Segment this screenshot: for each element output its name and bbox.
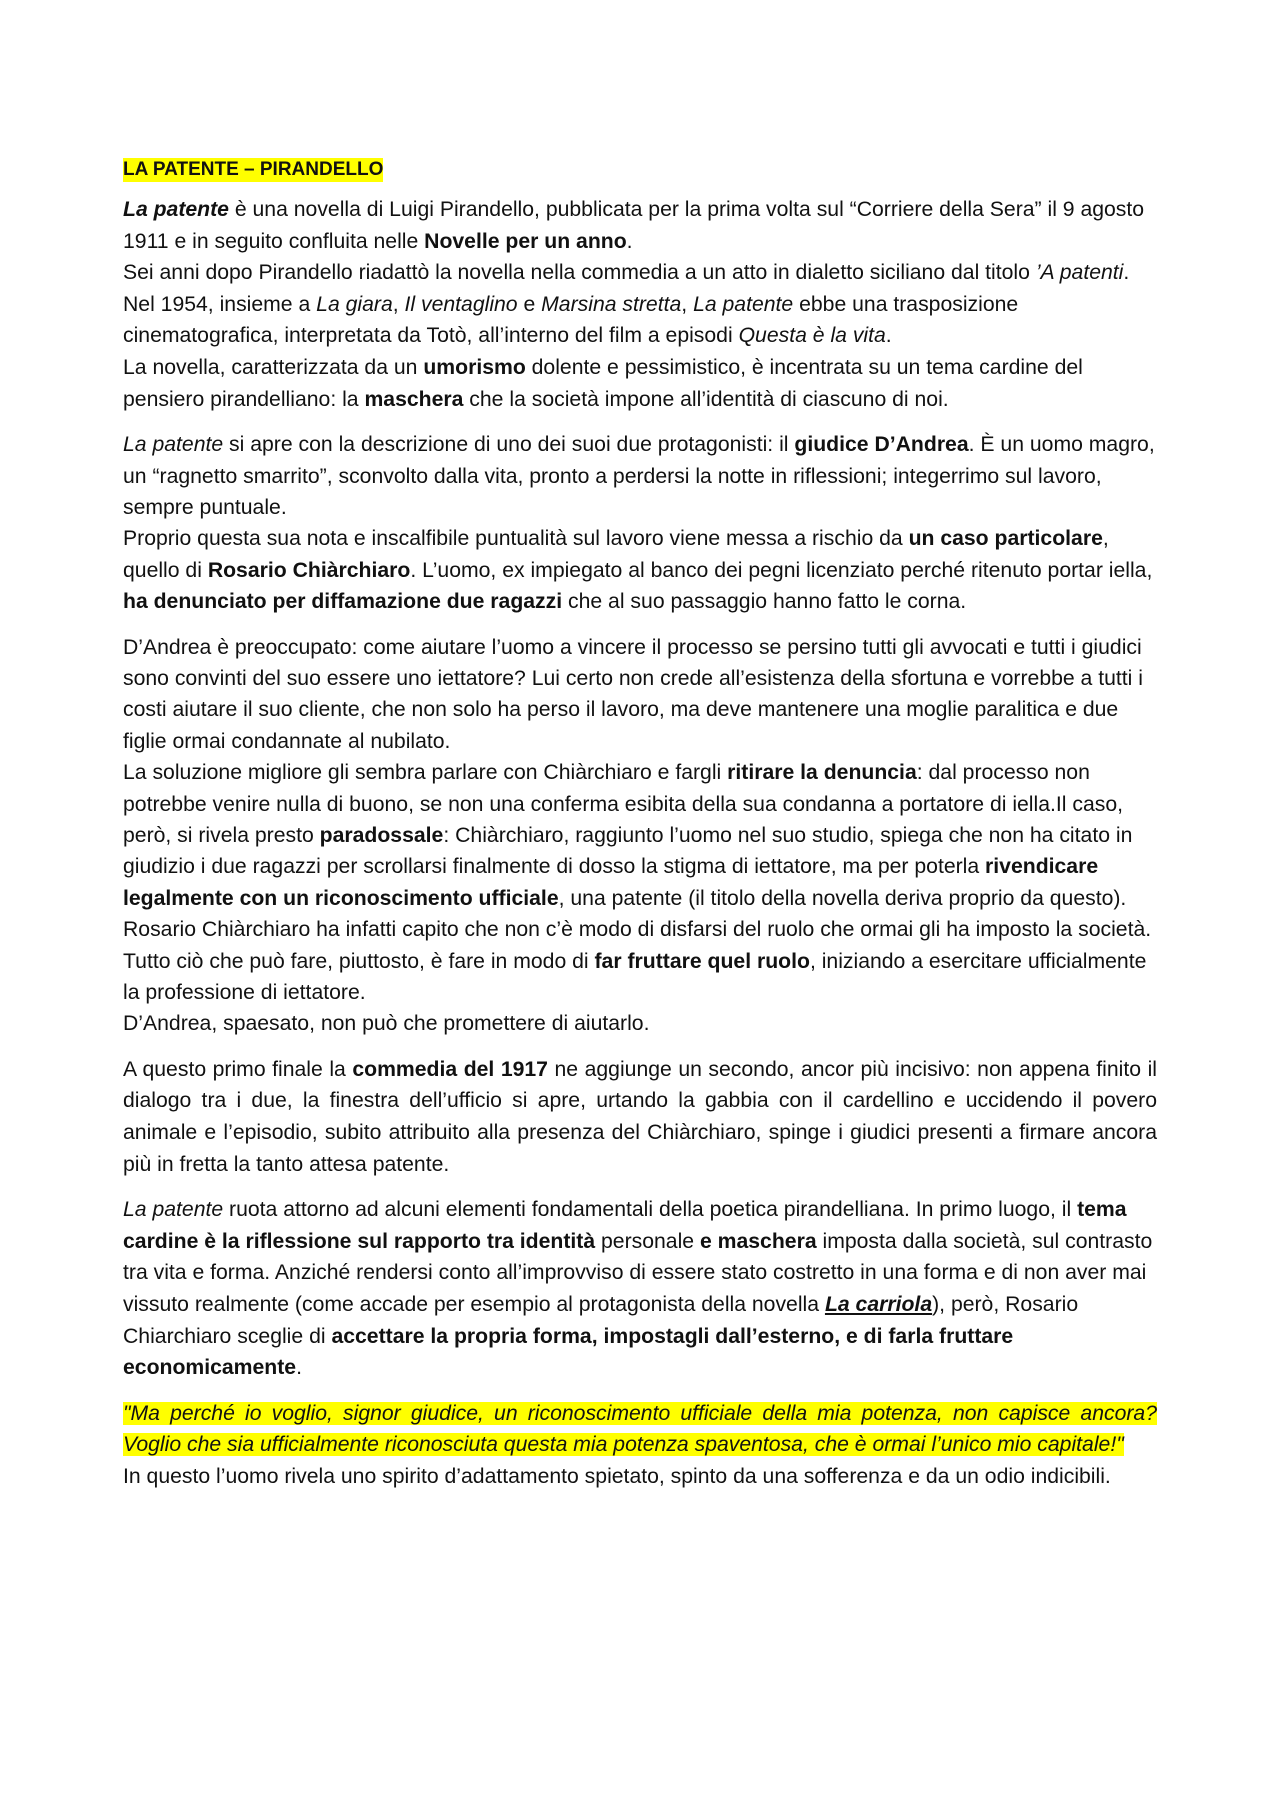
paragraph-publication: La patente è una novella di Luigi Pirandello, pubblicata per la prima volta sul “Corriere della Sera” il 9 agosto 1911 e in seguito confluita nelle Novelle per un anno.: [123, 198, 1145, 253]
paragraph-worry: D’Andrea è preoccupato: come aiutare l’uomo a vincere il processo se persino tutti gli avvocati e tutti i giudici sono convinti del suo essere uno iettatore? Lui certo non crede all’esistenza della sfortuna e vorrebbe a tutti i costi aiutare il suo cliente, che non solo ha perso il lavoro, ma deve mantenere una moglie paralitica e due figlie ormai condannate al nubilato.: [123, 635, 1143, 753]
paragraph-second-ending: A questo primo finale la commedia del 1917 ne aggiunge un secondo, ancor più incisivo: non appena finito il dialogo tra i due, la finestra dell’ufficio si apre, urtando la gabbia con il cardellino e uccidendo il povero animale e l’episodio, subito attribuito alla presenza del Chiàrchiaro, spinge i giudici presenti a firmare ancora più in fretta la tanto attesa patente.: [123, 1057, 1157, 1176]
comedy-section: [123, 1054, 1157, 1180]
document-title: LA PATENTE – PIRANDELLO: [123, 159, 384, 180]
paragraph-adaptation: Sei anni dopo Pirandello riadattò la novella nella commedia a un atto in dialetto siciliano dal titolo ’A patenti. Nel 1954, insieme a La giara, Il ventaglino e Marsina stretta, La patente ebbe una trasposizione cinematografica, interpretata da Totò, all’interno del film a episodi Questa è la vita.: [123, 261, 1130, 348]
paragraph-solution: La soluzione migliore gli sembra parlare con Chiàrchiaro e fargli ritirare la denuncia: dal processo non potrebbe venire nulla di buono, se non una conferma esibita della sua condanna a portatore di iella.Il caso, però, si rivela presto paradossale: Chiàrchiaro, raggiunto l’uomo nel suo studio, spiega che non ha citato in giudizio i due ragazzi per scrollarsi finalmente di dosso la stigma di iettatore, ma per poterla rivendicare legalmente con un riconoscimento ufficiale, una patente (il titolo della novella deriva proprio da questo).: [123, 761, 1133, 910]
paragraph-chiarchiaro: Proprio questa sua nota e inscalfibile puntualità sul lavoro viene messa a rischio da un caso particolare, quello di Rosario Chiàrchiaro. L’uomo, ex impiegato al banco dei pegni licenziato perché ritenuto portar iella, ha denunciato per diffamazione due ragazzi che al suo passaggio hanno fatto le corna.: [123, 527, 1153, 614]
plot-section: [123, 632, 1157, 1040]
intro-section: [123, 194, 1157, 415]
quote-section: [123, 1398, 1157, 1493]
protagonist-section: [123, 429, 1157, 617]
analysis-section: [123, 1194, 1157, 1384]
paragraph-dandrea: La patente si apre con la descrizione di uno dei suoi due protagonisti: il giudice D’Andrea. È un uomo magro, un “ragnetto smarrito”, sconvolto dalla vita, pronto a perdersi la notte in riflessioni; integerrimo sul lavoro, sempre puntuale.: [123, 433, 1155, 519]
paragraph-poetics: La patente ruota attorno ad alcuni elementi fondamentali della poetica pirandelliana. In primo luogo, il tema cardine è la riflessione sul rapporto tra identità personale e maschera imposta dalla società, sul contrasto tra vita e forma. Anziché rendersi conto all’improvviso di essere stato costretto in una forma e di non aver mai vissuto realmente (come accade per esempio al protagonista della novella La carriola), però, Rosario Chiarchiaro sceglie di accettare la propria forma, impostagli dall’esterno, e di farla fruttare economicamente.: [123, 1198, 1153, 1380]
paragraph-theme: La novella, caratterizzata da un umorismo dolente e pessimistico, è incentrata su un tema cardine del pensiero pirandelliano: la maschera che la società impone all’identità di ciascuno di noi.: [123, 355, 1083, 411]
paragraph-conclusion: In questo l’uomo rivela uno spirito d’adattamento spietato, spinto da una sofferenza e da un odio indicibili.: [123, 1465, 1111, 1488]
highlighted-quote: "Ma perché io voglio, signor giudice, un riconoscimento ufficiale della mia potenza, non capisce ancora? Voglio che sia ufficialmente riconosciuta questa mia potenza spaventosa, che è ormai l’unico mio capitale!": [123, 1401, 1157, 1457]
paragraph-promise: D’Andrea, spaesato, non può che promettere di aiutarlo.: [123, 1012, 650, 1036]
paragraph-role: Rosario Chiàrchiaro ha infatti capito che non c’è modo di disfarsi del ruolo che ormai gli ha imposto la società. Tutto ciò che può fare, piuttosto, è fare in modo di far fruttare quel ruolo, iniziando a esercitare ufficialmente la professione di iettatore.: [123, 918, 1152, 1005]
document-body: [123, 153, 1157, 1493]
